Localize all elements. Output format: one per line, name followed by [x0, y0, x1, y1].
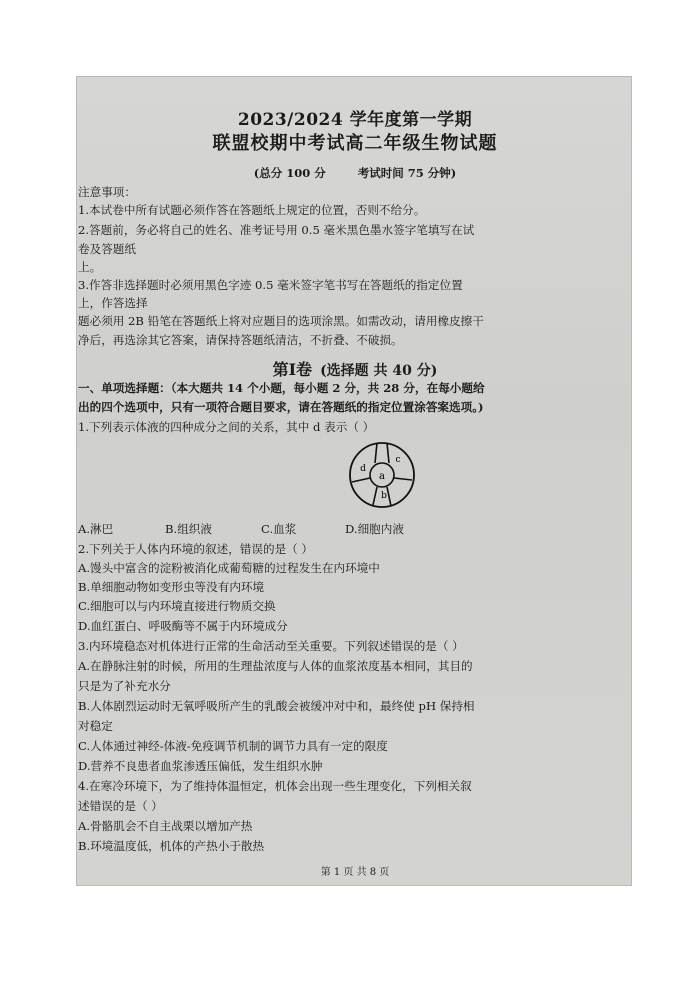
section-subtitle: (选择题 共 40 分) — [320, 363, 438, 379]
exam-title-main: 联盟校期中考试高二年级生物试题 — [212, 133, 498, 154]
question-3-line: B.人体剧烈运动时无氧呼吸所产生的乳酸会被缓冲对中和，最终使 pH 保持相 — [78, 699, 475, 713]
question-1-option-c: C.血浆 — [261, 522, 297, 536]
question-1-option-b: B.组织液 — [165, 522, 212, 536]
question-3-stem: 3.内环境稳态对机体进行正常的生命活动至关重要。下列叙述错误的是（ ） — [78, 639, 464, 653]
question-1-option-a: A.淋巴 — [78, 522, 114, 536]
divider-line — [352, 478, 370, 482]
divider-line — [373, 487, 377, 505]
notice-line: 2.答题前，务必将自己的姓名、准考证号用 0.5 毫米黑色墨水签字笔填写在试 — [78, 223, 475, 237]
question-2-option: A.馒头中富含的淀粉被消化成葡萄糖的过程发生在内环境中 — [78, 561, 380, 575]
question-4-option: A.骨骼肌会不自主战栗以增加产热 — [78, 819, 253, 833]
diagram-label-c: c — [395, 455, 401, 465]
page-footer: 第 1 页 共 8 页 — [320, 867, 390, 878]
divider-line — [375, 443, 377, 463]
question-4-option: B.环境温度低，机体的产热小于散热 — [78, 839, 265, 853]
question-2-option: C.细胞可以与内环境直接进行物质交换 — [78, 599, 276, 613]
exam-time: 考试时间 75 分钟) — [357, 166, 457, 180]
question-2-stem: 2.下列关于人体内环境的叙述，错误的是（ ） — [78, 542, 314, 556]
question-3-line: 对稳定 — [78, 719, 113, 733]
question-2-option: B.单细胞动物如变形虫等没有内环境 — [78, 580, 265, 594]
notice-line: 净后，再选涂其它答案，请保持答题纸清洁，不折叠、不破损。 — [78, 333, 403, 347]
divider-line — [387, 443, 389, 463]
notice-line: 上，作答选择 — [78, 296, 148, 310]
diagram-label-d: d — [360, 464, 366, 474]
question-3-line: C.人体通过神经-体液-免疫调节机制的调节力具有一定的限度 — [78, 739, 388, 753]
question-4-stem: 4.在寒冷环境下，为了维持体温恒定，机体会出现一些生理变化，下列相关叙 — [78, 779, 472, 793]
notice-heading: 注意事项： — [78, 185, 136, 199]
notice-line: 卷及答题纸 — [78, 242, 136, 256]
score-time-line — [77, 165, 633, 181]
divider-line — [394, 478, 412, 480]
question-3-line: D.营养不良患者血浆渗透压偏低，发生组织水肿 — [78, 759, 323, 773]
divider-line — [387, 487, 391, 506]
section-instructions: 一、单项选择题：（本大题共 14 个小题，每小题 2 分，共 28 分，在每小题给 — [78, 381, 485, 395]
diagram-label-a: a — [379, 471, 385, 482]
question-3-line: A.在静脉注射的时候，所用的生理盐浓度与人体的血浆浓度基本相同，其目的 — [78, 659, 473, 673]
question-3-line: 只是为了补充水分 — [78, 679, 171, 693]
section-title — [77, 357, 633, 380]
question-4-stem: 述错误的是（ ） — [78, 799, 163, 813]
notice-line: 题必须用 2B 铅笔在答题纸上将对应题目的选项涂黑。如需改动，请用橡皮擦干 — [78, 314, 484, 328]
question-2-option: D.血红蛋白、呼吸酶等不属于内环境成分 — [78, 619, 288, 633]
total-score: (总分 100 分 — [253, 166, 326, 180]
diagram-label-b: b — [381, 491, 387, 501]
body-fluid-diagram — [347, 440, 417, 510]
exam-title-term: 2023/2024 学年度第一学期 — [237, 110, 473, 130]
section-instructions: 出的四个选项中，只有一项符合题目要求，请在答题纸的指定位置涂答案选项。) — [78, 400, 484, 414]
section-name: 第Ⅰ卷 — [272, 360, 313, 379]
exam-paper — [76, 76, 632, 886]
question-1-option-d: D.细胞内液 — [345, 522, 404, 536]
notice-line: 上。 — [78, 260, 102, 274]
question-1-stem: 1.下列表示体液的四种成分之间的关系，其中 d 表示（ ） — [78, 420, 375, 434]
notice-line: 3.作答非选择题时必须用黑色字迹 0.5 毫米签字笔书写在答题纸的指定位置 — [78, 278, 463, 292]
notice-line: 1.本试卷中所有试题必须作答在答题纸上规定的位置，否则不给分。 — [78, 203, 426, 217]
